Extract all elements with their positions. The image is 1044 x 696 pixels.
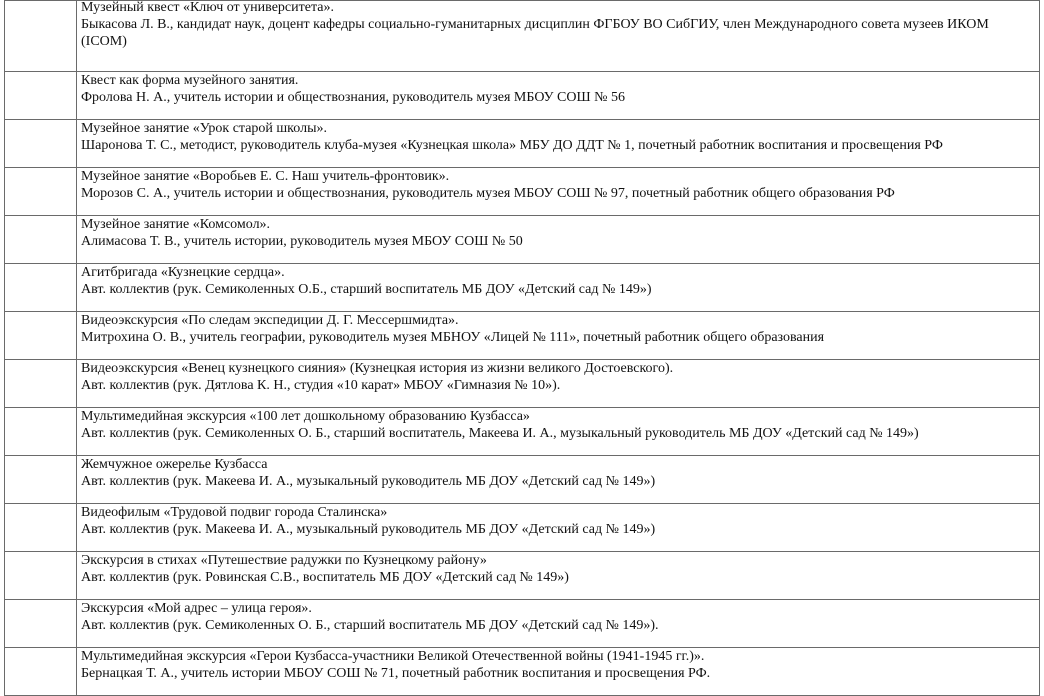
table-row bbox=[5, 1, 1040, 72]
program-cell bbox=[77, 648, 1040, 696]
row-number-cell bbox=[5, 504, 77, 552]
event-title: Квест как форма музейного занятия. bbox=[81, 73, 299, 88]
event-author: Авт. коллектив (рук. Макеева И. А., музыкальный руководитель МБ ДОУ «Детский сад № 149») bbox=[81, 522, 656, 537]
event-author: Авт. коллектив (рук. Семиколенных О.Б., старший воспитатель МБ ДОУ «Детский сад № 149») bbox=[81, 282, 652, 297]
table-row bbox=[5, 168, 1040, 216]
program-cell bbox=[77, 216, 1040, 264]
row-number-cell bbox=[5, 1, 77, 72]
program-table bbox=[4, 0, 1040, 696]
table-row bbox=[5, 360, 1040, 408]
event-title: Жемчужное ожерелье Кузбасса bbox=[81, 457, 268, 472]
row-number-cell bbox=[5, 312, 77, 360]
program-cell bbox=[77, 600, 1040, 648]
program-cell bbox=[77, 1, 1040, 72]
table-row bbox=[5, 120, 1040, 168]
row-number-cell bbox=[5, 648, 77, 696]
event-author: Авт. коллектив (рук. Семиколенных О. Б., старший воспитатель МБ ДОУ «Детский сад № 149»). bbox=[81, 618, 659, 633]
table-row bbox=[5, 552, 1040, 600]
event-title: Агитбригада «Кузнецкие сердца». bbox=[81, 265, 285, 280]
event-author: Авт. коллектив (рук. Ровинская С.В., воспитатель МБ ДОУ «Детский сад № 149») bbox=[81, 570, 569, 585]
event-title: Экскурсия «Мой адрес – улица героя». bbox=[81, 601, 312, 616]
program-cell bbox=[77, 360, 1040, 408]
table-row bbox=[5, 504, 1040, 552]
event-author: Бернацкая Т. А., учитель истории МБОУ СОШ № 71, почетный работник воспитания и просвещения РФ. bbox=[81, 666, 711, 681]
row-number-cell bbox=[5, 600, 77, 648]
event-title: Экскурсия в стихах «Путешествие радужки по Кузнецкому району» bbox=[81, 553, 487, 568]
row-number-cell bbox=[5, 120, 77, 168]
event-title: Видеоэкскурсия «Венец кузнецкого сияния» (Кузнецкая история из жизни великого Достоевского). bbox=[81, 361, 674, 376]
row-number-cell bbox=[5, 552, 77, 600]
event-author: Алимасова Т. В., учитель истории, руководитель музея МБОУ СОШ № 50 bbox=[81, 234, 523, 249]
event-author: Морозов С. А., учитель истории и обществознания, руководитель музея МБОУ СОШ № 97, почетный работник общего образования РФ bbox=[81, 186, 895, 201]
table-row bbox=[5, 72, 1040, 120]
table-row bbox=[5, 456, 1040, 504]
event-author: Шаронова Т. С., методист, руководитель клуба-музея «Кузнецкая школа» МБУ ДО ДДТ № 1, почетный работник воспитания и просвещения РФ bbox=[81, 138, 943, 153]
event-title: Мультимедийная экскурсия «Герои Кузбасса-участники Великой Отечественной войны (1941-1945 гг.)». bbox=[81, 649, 705, 664]
program-cell bbox=[77, 264, 1040, 312]
row-number-cell bbox=[5, 168, 77, 216]
table-row bbox=[5, 216, 1040, 264]
event-title: Музейный квест «Ключ от университета». bbox=[81, 1, 334, 15]
row-number-cell bbox=[5, 72, 77, 120]
program-cell bbox=[77, 120, 1040, 168]
row-number-cell bbox=[5, 408, 77, 456]
program-cell bbox=[77, 456, 1040, 504]
event-author: Митрохина О. В., учитель географии, руководитель музея МБНОУ «Лицей № 111», почетный работник общего образования bbox=[81, 330, 825, 345]
table-row bbox=[5, 264, 1040, 312]
table-row bbox=[5, 648, 1040, 696]
event-author: Фролова Н. А., учитель истории и обществознания, руководитель музея МБОУ СОШ № 56 bbox=[81, 90, 625, 105]
table-row bbox=[5, 312, 1040, 360]
row-number-cell bbox=[5, 216, 77, 264]
event-author: Быкасова Л. В., кандидат наук, доцент кафедры социально-гуманитарных дисциплин ФГБОУ ВО СибГИУ, член Международного совета музеев ИКОМ (ICOM) bbox=[81, 17, 989, 49]
program-cell bbox=[77, 504, 1040, 552]
event-title: Музейное занятие «Воробьев Е. С. Наш учитель-фронтовик». bbox=[81, 169, 450, 184]
row-number-cell bbox=[5, 360, 77, 408]
program-cell bbox=[77, 312, 1040, 360]
table-row bbox=[5, 408, 1040, 456]
event-author: Авт. коллектив (рук. Макеева И. А., музыкальный руководитель МБ ДОУ «Детский сад № 149») bbox=[81, 474, 656, 489]
table-row bbox=[5, 600, 1040, 648]
event-author: Авт. коллектив (рук. Семиколенных О. Б., старший воспитатель, Макеева И. А., музыкальный руководитель МБ ДОУ «Детский сад № 149») bbox=[81, 426, 919, 441]
event-title: Видеофилым «Трудовой подвиг города Сталинска» bbox=[81, 505, 388, 520]
program-cell bbox=[77, 72, 1040, 120]
event-title: Видеоэкскурсия «По следам экспедиции Д. Г. Мессершмидта». bbox=[81, 313, 459, 328]
program-cell bbox=[77, 168, 1040, 216]
row-number-cell bbox=[5, 456, 77, 504]
program-cell bbox=[77, 552, 1040, 600]
event-author: Авт. коллектив (рук. Дятлова К. Н., студия «10 карат» МБОУ «Гимназия № 10»). bbox=[81, 378, 561, 393]
row-number-cell bbox=[5, 264, 77, 312]
event-title: Музейное занятие «Урок старой школы». bbox=[81, 121, 327, 136]
event-title: Мультимедийная экскурсия «100 лет дошкольному образованию Кузбасса» bbox=[81, 409, 530, 424]
event-title: Музейное занятие «Комсомол». bbox=[81, 217, 271, 232]
program-cell bbox=[77, 408, 1040, 456]
